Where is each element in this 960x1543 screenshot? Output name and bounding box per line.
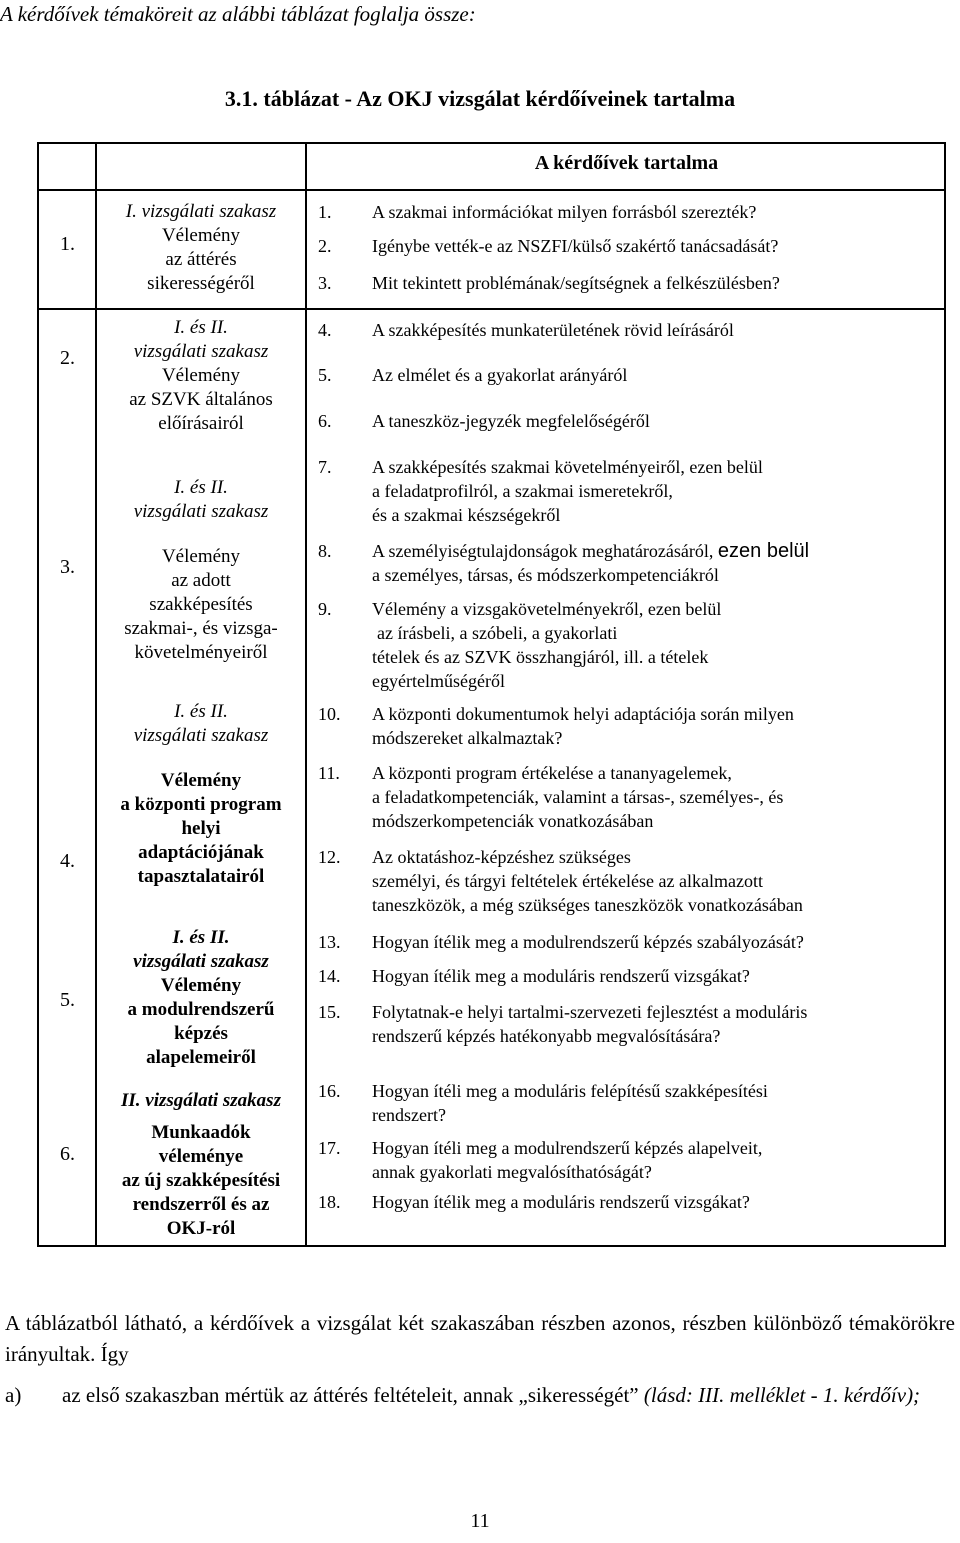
section-line: rendszerről és az	[132, 1194, 270, 1215]
question-number: 5.	[318, 365, 332, 385]
body-paragraph: A táblázatból látható, a kérdőívek a vizsgálat két szakaszában részben azonos, részben különböző témakörökre irányultak. Így	[5, 1311, 955, 1366]
section-cell-2	[97, 316, 305, 436]
question-number: 14.	[318, 966, 341, 986]
row-number: 4.	[60, 850, 75, 872]
section-cell-5	[97, 926, 305, 1070]
question-item	[318, 200, 938, 224]
question-item	[318, 1000, 938, 1048]
question-text: Vélemény a vizsgakövetelményekről, ezen belül	[372, 599, 722, 619]
question-text: Folytatnak-e helyi tartalmi-szervezeti fejlesztést a moduláris	[372, 1002, 808, 1022]
section-line: Vélemény	[160, 975, 242, 996]
section-phase: vizsgálati szakasz	[133, 951, 269, 972]
list-label: a)	[5, 1383, 22, 1407]
section-line: a modulrendszerű	[127, 999, 275, 1020]
question-number: 9.	[318, 599, 332, 619]
row-number: 6.	[60, 1143, 75, 1165]
question-text: Mit tekintett problémának/segítségnek a felkészülésben?	[372, 273, 780, 293]
question-item	[318, 1079, 938, 1127]
table-caption: 3.1. táblázat - Az OKJ vizsgálat kérdőíveinek tartalma	[224, 86, 736, 111]
question-text: Az elmélet és a gyakorlat arányáról	[372, 365, 628, 385]
question-number: 8.	[318, 541, 332, 561]
question-text: annak gyakorlati megvalósíthatóságát?	[372, 1162, 652, 1182]
question-number: 4.	[318, 320, 332, 340]
section-line: az adott	[171, 570, 231, 591]
section-line: az SZVK általános	[129, 389, 273, 410]
section-line: Munkaadók	[151, 1122, 251, 1143]
question-number: 6.	[318, 411, 332, 431]
section-line: OKJ-ról	[166, 1218, 236, 1239]
question-item	[318, 539, 938, 587]
section-phase: II. vizsgálati szakasz	[121, 1090, 281, 1111]
question-text: módszerkompetenciák vonatkozásában	[372, 811, 654, 831]
question-text: Igénybe vették-e az NSZFI/külső szakértő tanácsadását?	[372, 236, 779, 256]
section-line: Vélemény	[161, 365, 241, 386]
question-text: Hogyan ítéli meg a modulrendszerű képzés alapelveit,	[372, 1138, 763, 1158]
list-item-a	[5, 1380, 955, 1411]
section-line: követelményeiről	[134, 642, 268, 663]
section-phase: vizsgálati szakasz	[133, 501, 269, 522]
section-phase: I. és II.	[174, 317, 228, 338]
question-item	[318, 1190, 938, 1214]
row-number: 5.	[60, 989, 75, 1011]
section-phase: I. vizsgálati szakasz	[125, 201, 277, 222]
row-divider	[39, 189, 944, 191]
section-line: Vélemény	[161, 225, 241, 246]
question-item	[318, 318, 938, 342]
section-cell-3	[97, 476, 305, 665]
section-line: a központi program	[120, 794, 282, 815]
question-text: ezen belül	[717, 540, 810, 562]
row-number: 1.	[60, 233, 75, 255]
section-line: szakmai-, és vizsga-	[124, 618, 278, 639]
question-item	[318, 1136, 938, 1184]
question-item	[318, 363, 938, 387]
question-text: Hogyan ítéli meg a moduláris felépítésű szakképesítési	[372, 1081, 768, 1101]
section-line: adaptációjának	[138, 842, 264, 863]
section-line: sikerességéről	[147, 273, 255, 294]
section-line: szakképesítés	[149, 594, 253, 615]
question-number: 3.	[318, 273, 332, 293]
question-text: a személyes, társas, és módszerkompetenciákról	[372, 565, 719, 585]
section-phase: I. és II.	[174, 701, 228, 722]
question-number: 1.	[318, 202, 332, 222]
section-line: Vélemény	[160, 770, 242, 791]
question-text: A szakmai információkat milyen forrásból szerezték?	[372, 202, 757, 222]
list-reference: (lásd: III. melléklet - 1. kérdőív);	[643, 1383, 921, 1407]
section-line: helyi	[181, 818, 221, 839]
section-phase: I. és II.	[172, 927, 230, 948]
question-text: Hogyan ítélik meg a modulrendszerű képzés szabályozását?	[372, 932, 804, 952]
question-item	[318, 964, 938, 988]
section-line: tapasztalatairól	[137, 866, 265, 887]
question-text: személyi, és tárgyi feltételek értékelése az alkalmazott	[372, 871, 763, 891]
question-text: módszereket alkalmaztak?	[372, 728, 563, 748]
question-number: 12.	[318, 847, 341, 867]
row-number: 3.	[60, 556, 75, 578]
section-phase: vizsgálati szakasz	[133, 725, 269, 746]
question-number: 18.	[318, 1192, 341, 1212]
question-item	[318, 845, 938, 917]
question-text: Hogyan ítélik meg a moduláris rendszerű vizsgákat?	[372, 966, 750, 986]
section-line: az áttérés	[165, 249, 237, 270]
question-text: A személyiségtulajdonságok meghatározásáról,	[372, 541, 714, 561]
question-text: A taneszköz-jegyzék megfelelőségéről	[372, 411, 650, 431]
question-text: a feladatkompetenciák, valamint a társas-, személyes-, és	[372, 787, 784, 807]
section-line: véleménye	[158, 1146, 244, 1167]
section-phase: vizsgálati szakasz	[133, 341, 269, 362]
question-text: az írásbeli, a szóbeli, a gyakorlati	[377, 623, 618, 643]
section-line: az új szakképesítési	[121, 1170, 281, 1191]
question-text: egyértelműségéről	[372, 671, 505, 691]
question-text: rendszerű képzés hatékonyabb megvalósítására?	[372, 1026, 721, 1046]
question-number: 7.	[318, 457, 332, 477]
section-cell-4	[97, 700, 305, 889]
list-text: az első szakaszban mértük az áttérés feltételeit, annak „sikerességét”	[62, 1383, 639, 1407]
question-text: A szakképesítés munkaterületének rövid leírásáról	[372, 320, 734, 340]
page-number: 11	[470, 1510, 490, 1532]
section-phase: I. és II.	[174, 477, 228, 498]
question-text: A központi dokumentumok helyi adaptációja során milyen	[372, 704, 794, 724]
question-item	[318, 271, 938, 295]
question-text: taneszközök, a még szükséges taneszközök vonatkozásában	[372, 895, 803, 915]
question-text: a feladatprofilról, a szakmai ismeretekről,	[372, 481, 673, 501]
question-text: Az oktatáshoz-képzéshez szükséges	[372, 847, 631, 867]
question-number: 16.	[318, 1081, 341, 1101]
section-cell-6	[97, 1089, 305, 1241]
intro-text: A kérdőívek témaköreit az alábbi táblázat foglalja össze:	[0, 2, 476, 26]
survey-content-table	[37, 142, 946, 1247]
section-cell-1	[97, 200, 305, 296]
question-number: 10.	[318, 704, 341, 724]
question-item	[318, 455, 938, 527]
question-text: tételek és az SZVK összhangjáról, ill. a tételek	[372, 647, 709, 667]
question-text: A központi program értékelése a tananyagelemek,	[372, 763, 732, 783]
question-item	[318, 930, 938, 954]
table-header: A kérdőívek tartalma	[534, 152, 719, 174]
question-item	[318, 234, 938, 258]
section-line: képzés	[174, 1023, 228, 1044]
question-text: rendszert?	[372, 1105, 446, 1125]
question-text: és a szakmai készségekről	[372, 505, 561, 525]
row-number: 2.	[60, 347, 75, 369]
question-number: 13.	[318, 932, 341, 952]
question-number: 2.	[318, 236, 332, 256]
question-number: 17.	[318, 1138, 341, 1158]
question-text: Hogyan ítélik meg a moduláris rendszerű vizsgákat?	[372, 1192, 750, 1212]
question-number: 15.	[318, 1002, 341, 1022]
section-line: előírásairól	[158, 413, 244, 434]
question-item	[318, 597, 938, 693]
question-item	[318, 761, 938, 833]
question-item	[318, 409, 938, 433]
question-text: A szakképesítés szakmai követelményeiről, ezen belül	[372, 457, 763, 477]
question-number: 11.	[318, 763, 340, 783]
question-item	[318, 702, 938, 750]
section-line: Vélemény	[161, 546, 241, 567]
row-divider	[39, 308, 944, 310]
section-line: alapelemeiről	[146, 1047, 256, 1068]
